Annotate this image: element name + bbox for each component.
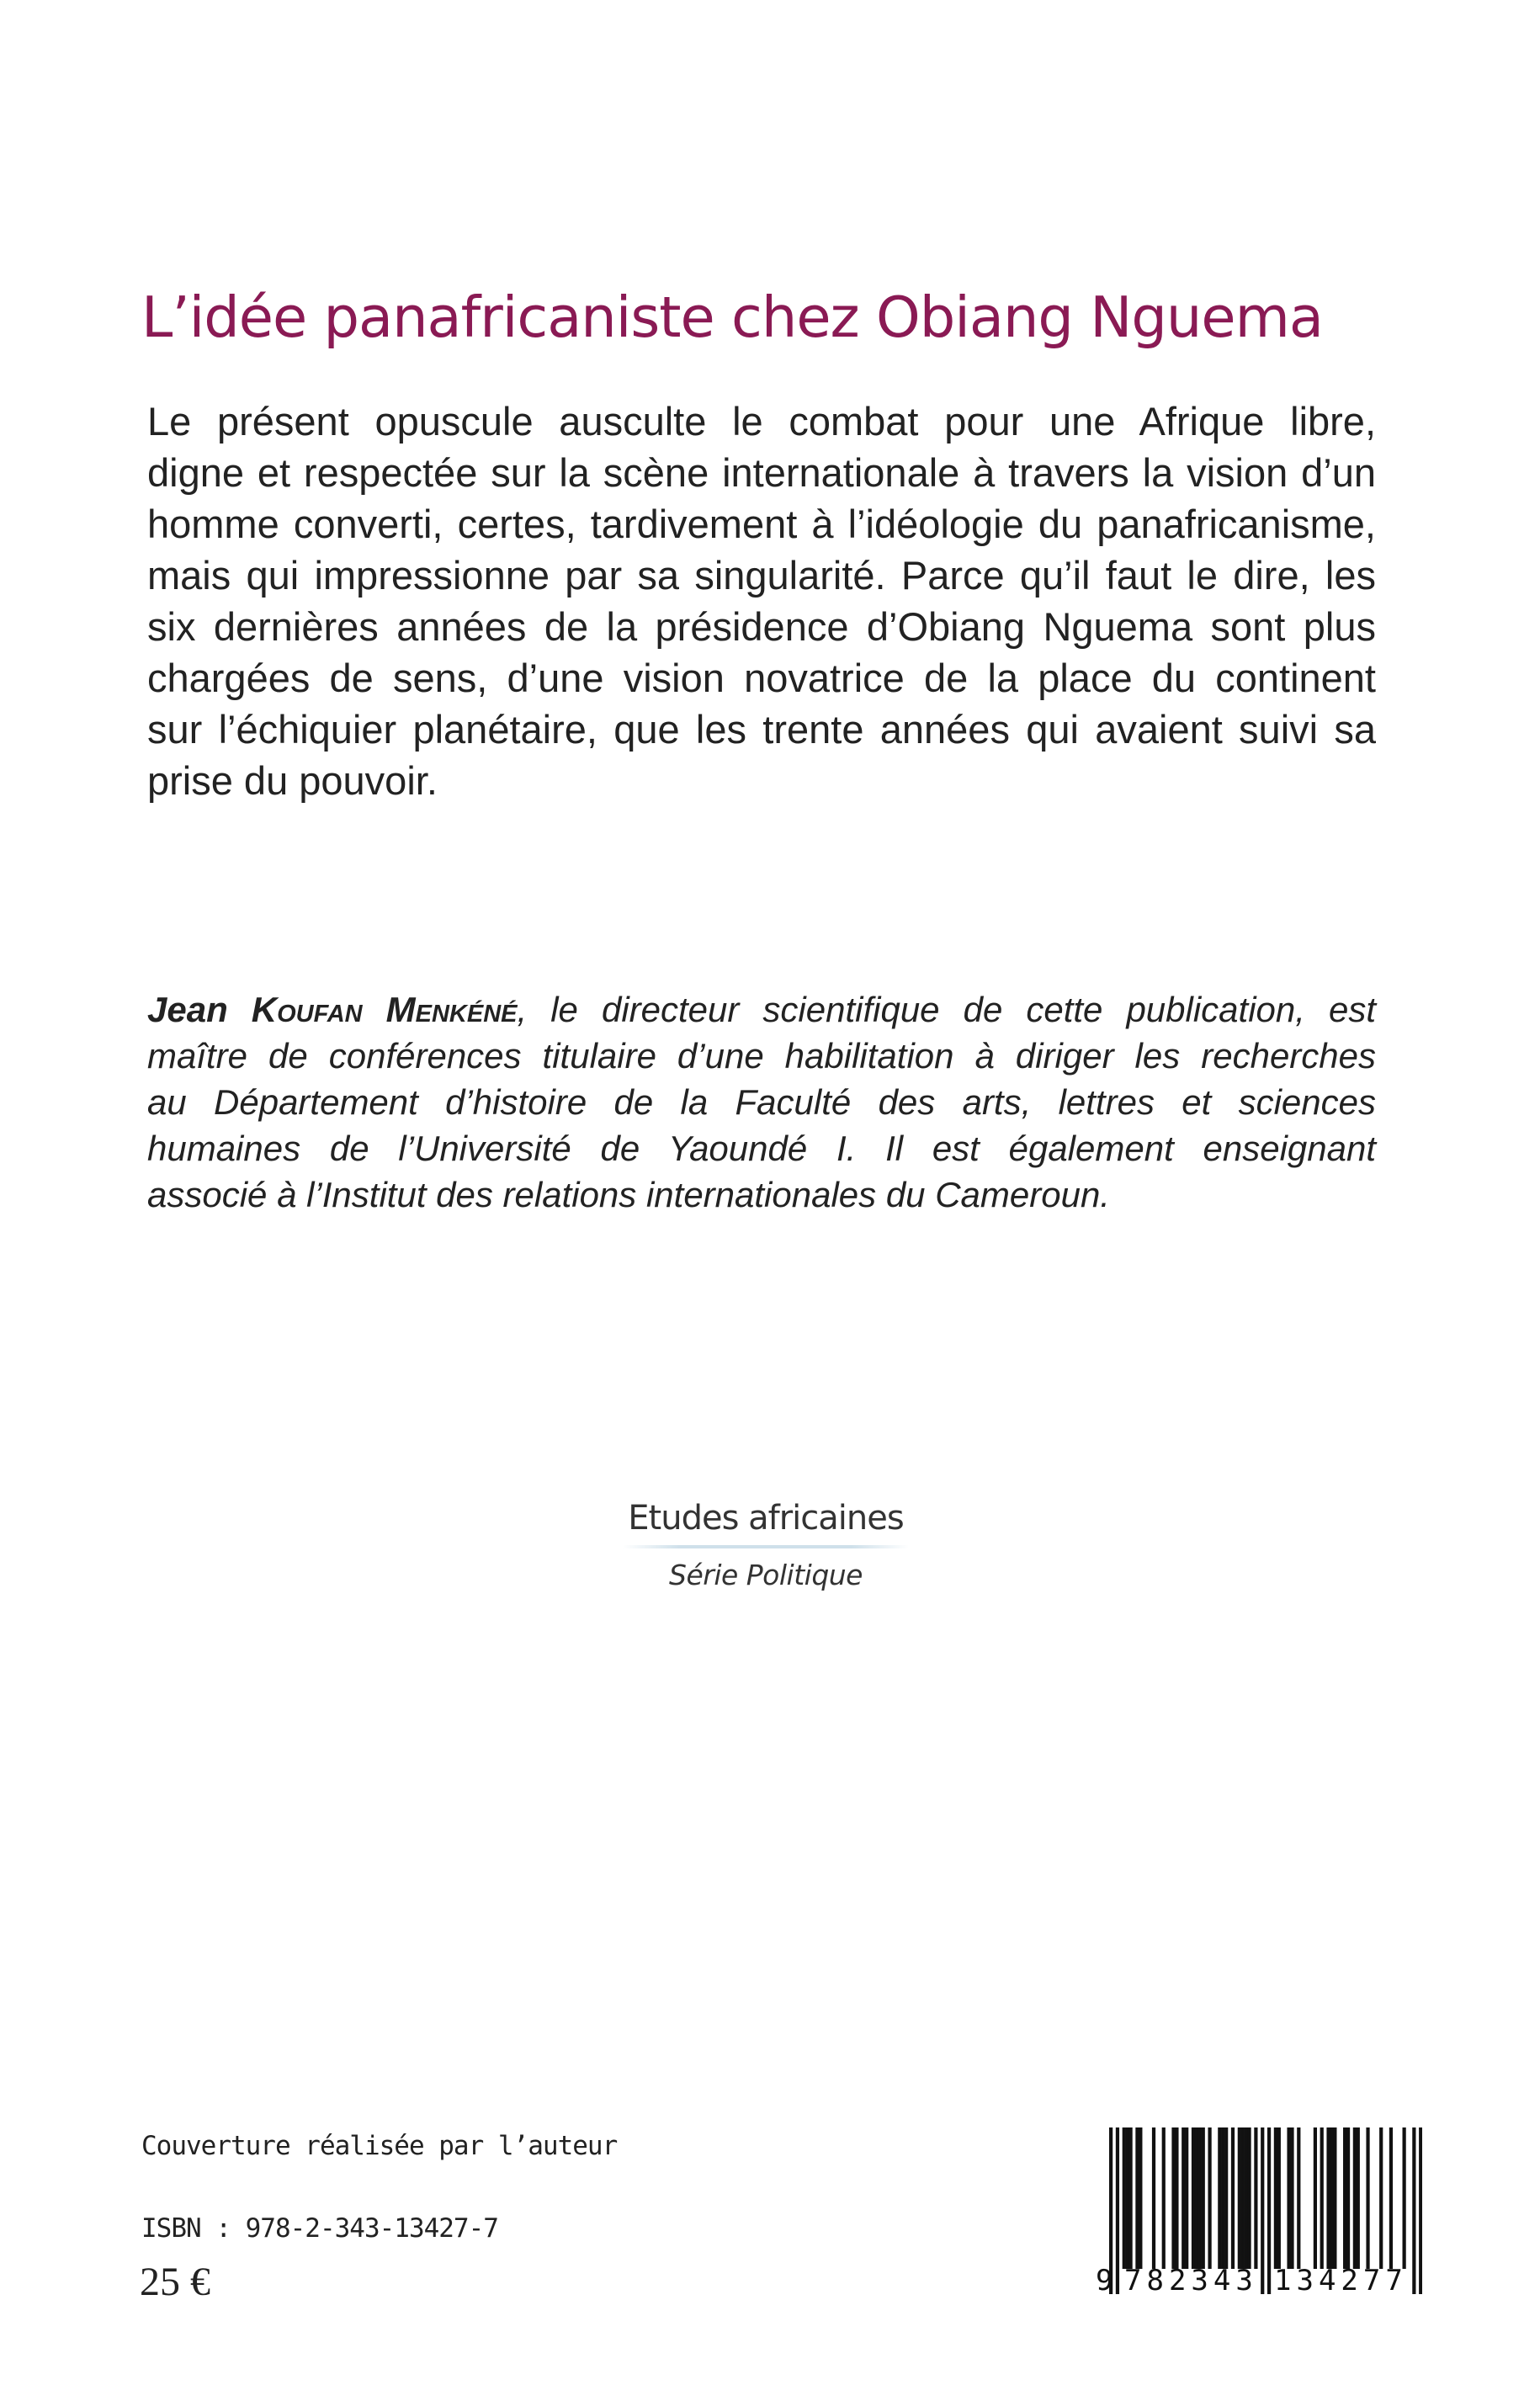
summary-line: sur l’échiquier planétaire, que les trente années qui avaient suivi sa: [147, 707, 1376, 752]
barcode-bar: [1389, 2127, 1393, 2269]
barcode-bar: [1326, 2127, 1330, 2269]
barcode-bar: [1254, 2127, 1257, 2269]
barcode-bar: [1238, 2127, 1241, 2269]
barcode-bar: [1346, 2127, 1350, 2269]
barcode-bar: [1357, 2127, 1360, 2269]
author-last-name: Koufan Menkéné: [251, 990, 518, 1029]
barcode-bar: [1195, 2127, 1198, 2269]
barcode-bar: [1221, 2127, 1224, 2269]
barcode-bar: [1218, 2127, 1221, 2269]
summary-line: homme converti, certes, tardivement à l’idéologie du panafricanisme,: [147, 502, 1376, 546]
barcode-bar: [1135, 2127, 1139, 2269]
barcode-bar: [1403, 2127, 1406, 2269]
barcode-bar: [1320, 2127, 1324, 2269]
barcode-bar: [1290, 2127, 1293, 2269]
barcode-bar: [1175, 2127, 1178, 2269]
barcode-bar: [1192, 2127, 1195, 2269]
author-bio-line: maître de conférences titulaire d’une habilitation à diriger les recherches: [147, 1036, 1376, 1076]
barcode-bar: [1126, 2127, 1129, 2269]
barcode-bar: [1241, 2127, 1245, 2269]
barcode-bar: [1343, 2127, 1346, 2269]
summary-line: Le présent opuscule ausculte le combat pour une Afrique libre,: [147, 399, 1376, 444]
barcode-bar: [1287, 2127, 1290, 2269]
barcode-right-group: 134277: [1274, 2264, 1408, 2297]
barcode-bar: [1171, 2127, 1175, 2269]
author-first-name: Jean: [147, 990, 228, 1029]
barcode-bar: [1379, 2127, 1383, 2269]
author-bio-line: au Département d’histoire de la Faculté des arts, lettres et sciences: [147, 1082, 1376, 1122]
barcode-bar: [1330, 2127, 1333, 2269]
series-title: Etudes africaines: [628, 1499, 904, 1538]
barcode-bar: [1152, 2127, 1155, 2269]
summary-line: mais qui impressionne par sa singularité. Parce qu’il faut le dire, les: [147, 553, 1376, 598]
barcode-bar: [1224, 2127, 1228, 2269]
barcode-bar: [1139, 2127, 1142, 2269]
summary-line: digne et respectée sur la scène internationale à travers la vision d’un: [147, 450, 1376, 495]
barcode-bar: [1182, 2127, 1185, 2269]
barcode-bar: [1274, 2127, 1277, 2269]
barcode-bar: [1123, 2127, 1126, 2269]
summary-line: six dernières années de la présidence d’Obiang Nguema sont plus: [147, 604, 1376, 649]
summary-line: chargées de sens, d’une vision novatrice de la place du continent: [147, 656, 1376, 700]
barcode-bar: [1245, 2127, 1248, 2269]
summary-text: [147, 396, 1376, 806]
summary-line: prise du pouvoir.: [147, 758, 438, 803]
barcode-bar: [1314, 2127, 1317, 2269]
price: 25 €: [140, 2260, 210, 2304]
isbn: ISBN : 978-2-343-13427-7: [141, 2213, 498, 2244]
barcode-left-group: 782343: [1124, 2264, 1258, 2297]
author-bio-line: humaines de l’Université de Yaoundé I. Il est également enseignant: [147, 1129, 1376, 1168]
author-bio: [147, 986, 1376, 1218]
barcode-bar: [1333, 2127, 1336, 2269]
author-bio-line: associé à l’Institut des relations internationales du Cameroun.: [147, 1175, 1110, 1214]
barcode-bar: [1185, 2127, 1188, 2269]
barcode-bar: [1128, 2127, 1132, 2269]
barcode-bar: [1231, 2127, 1235, 2269]
barcode-first-digit: 9: [1096, 2264, 1113, 2297]
barcode-bar: [1297, 2127, 1300, 2269]
series-block: [623, 1496, 909, 1591]
author-bio-line: [147, 986, 1376, 1033]
barcode-bar: [1202, 2127, 1205, 2269]
barcode-bar: [1247, 2127, 1251, 2269]
barcode-bar: [1198, 2127, 1202, 2269]
series-subtitle: Série Politique: [669, 1559, 863, 1591]
barcode-digits: [1096, 2264, 1432, 2306]
barcode-bar: [1353, 2127, 1357, 2269]
barcode-bar: [1277, 2127, 1281, 2269]
cover-credit: Couverture réalisée par l’auteur: [141, 2131, 618, 2161]
series-divider: [623, 1545, 909, 1548]
author-bio-text: , le directeur scientifique de cette publication, est: [517, 990, 1377, 1029]
book-title: L’idée panafricaniste chez Obiang Nguema: [141, 284, 1323, 350]
barcode-bar: [1208, 2127, 1211, 2269]
barcode-bar: [1162, 2127, 1166, 2269]
barcode-bar: [1366, 2127, 1369, 2269]
